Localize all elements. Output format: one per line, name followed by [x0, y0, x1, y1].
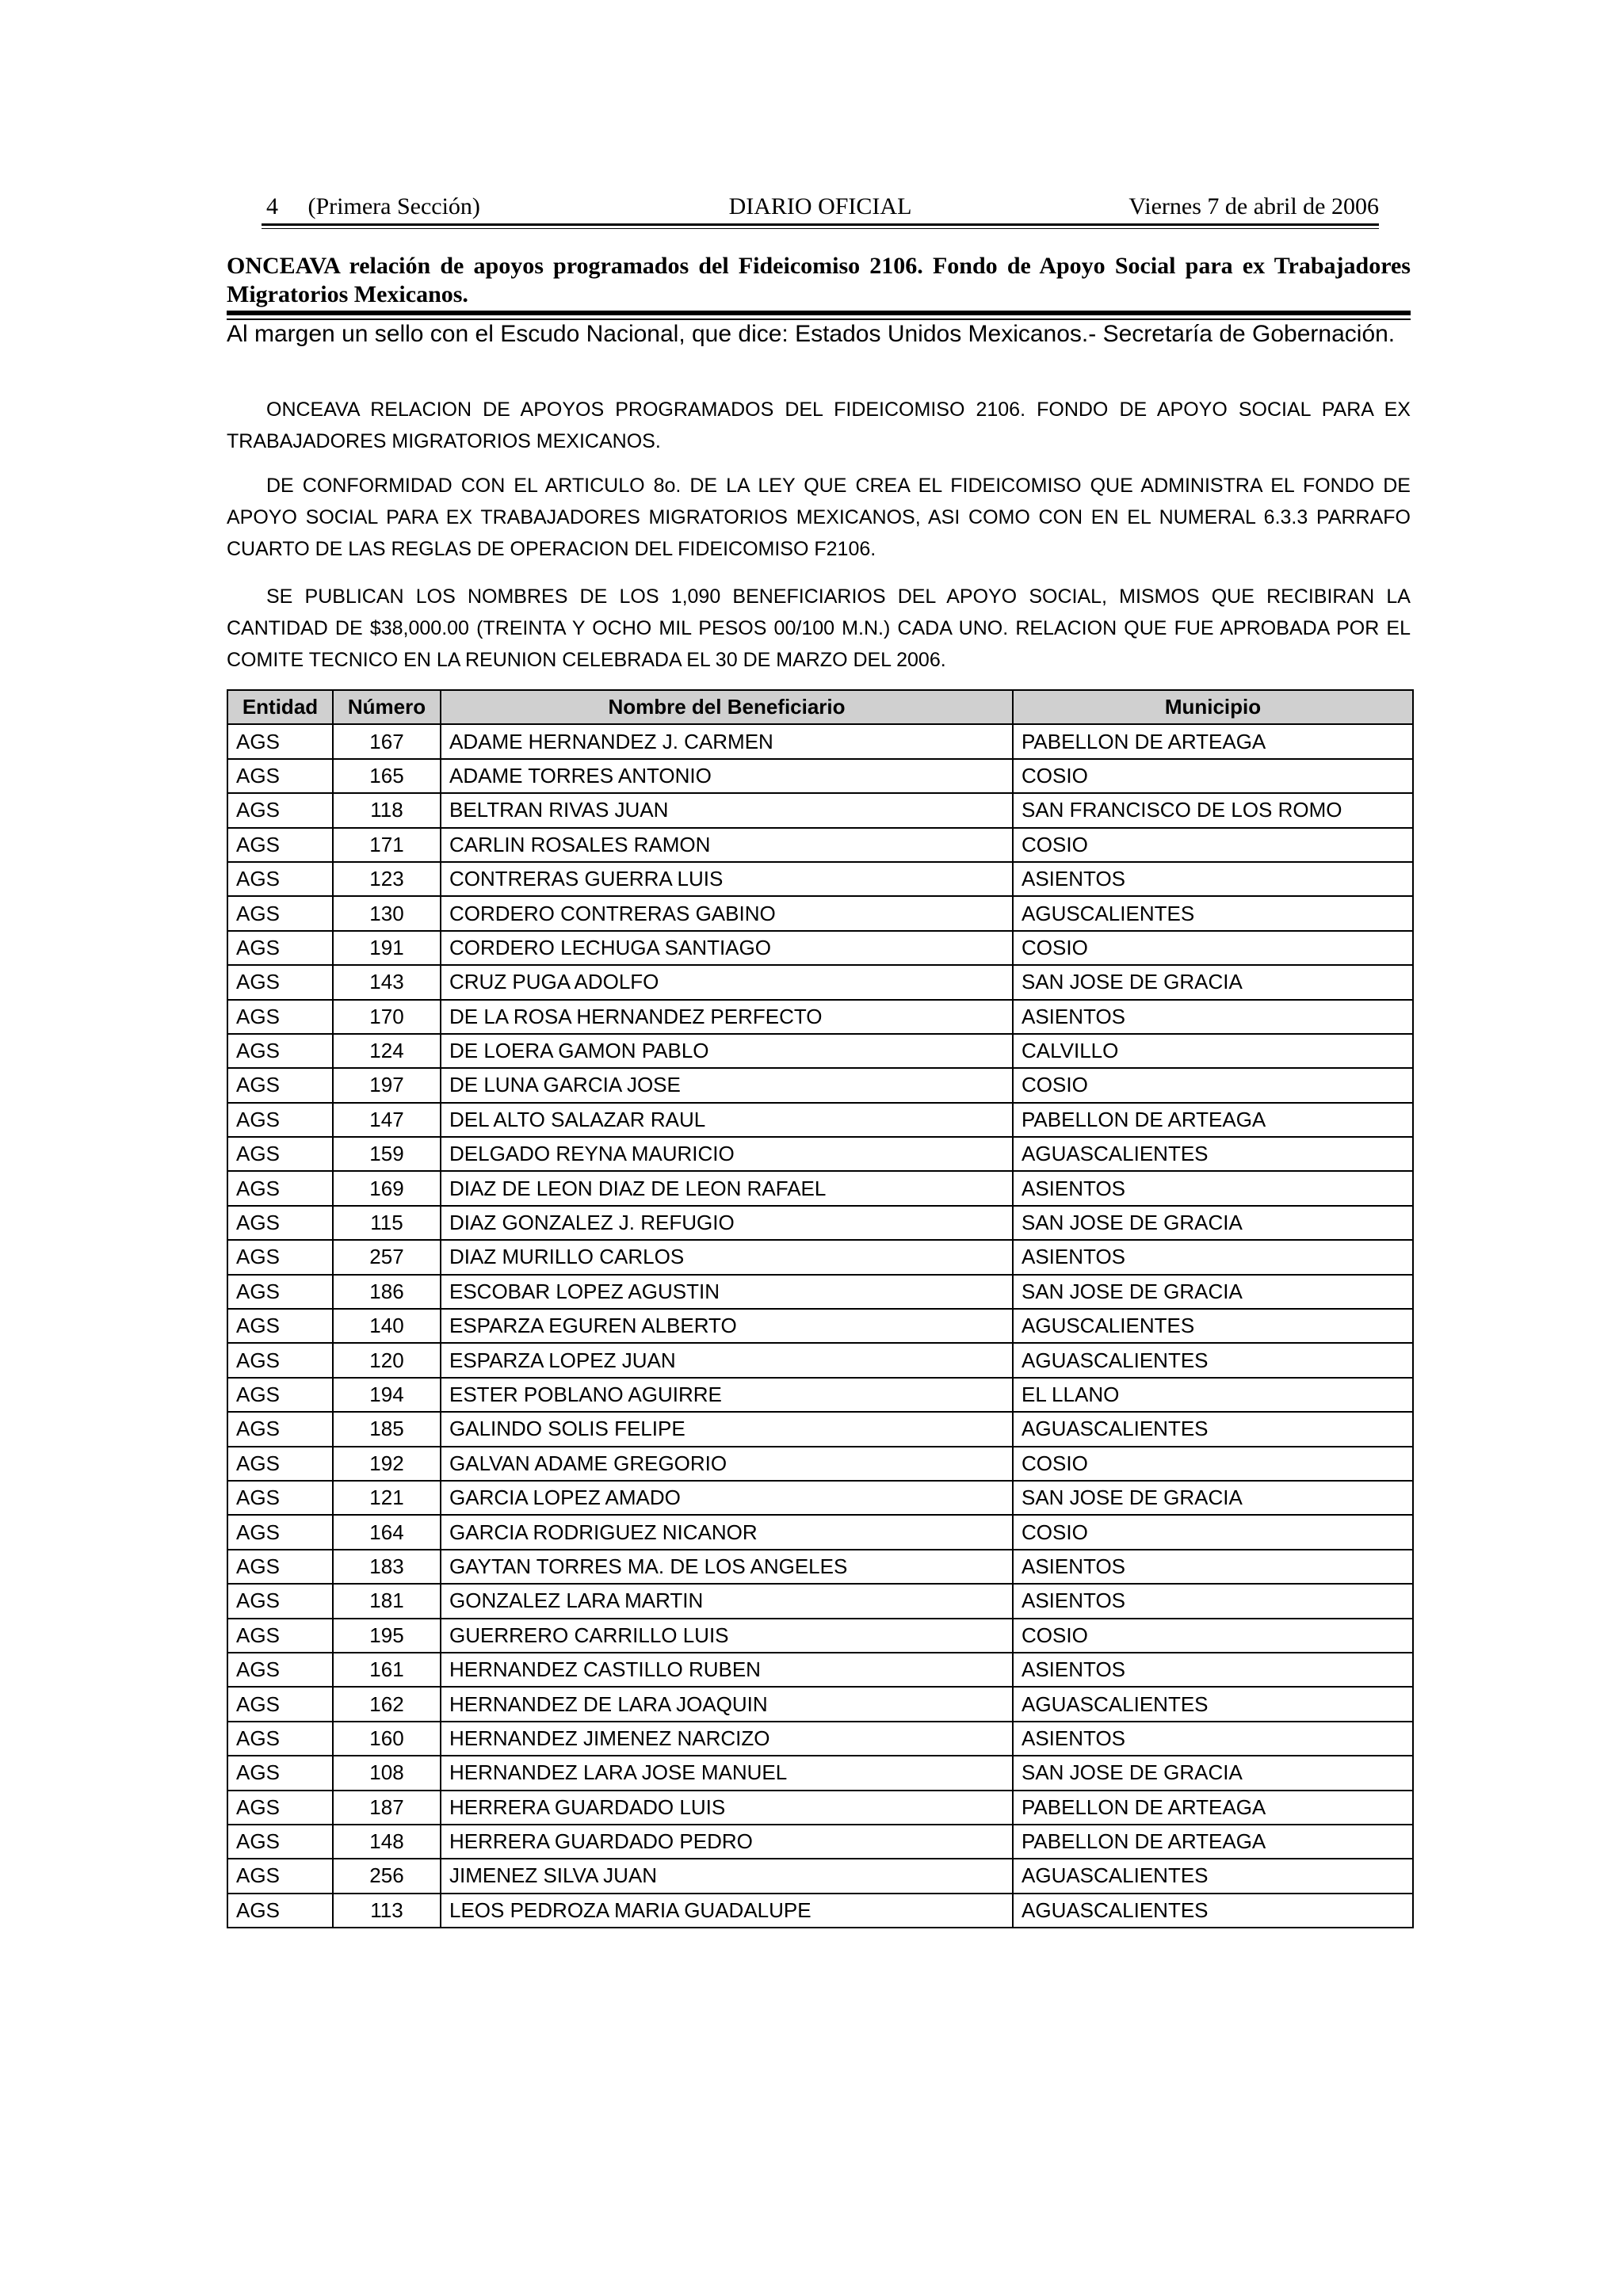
page-header	[262, 190, 1379, 227]
municipio-cell: SAN JOSE DE GRACIA	[1013, 1756, 1413, 1790]
beneficiario-cell: CORDERO CONTRERAS GABINO	[441, 896, 1013, 930]
entidad-cell: AGS	[227, 1378, 333, 1412]
municipio-cell: PABELLON DE ARTEAGA	[1013, 1791, 1413, 1825]
entidad-cell: AGS	[227, 1894, 333, 1928]
table-row	[227, 1687, 1413, 1721]
table-row	[227, 1103, 1413, 1137]
municipio-cell: ASIENTOS	[1013, 1584, 1413, 1618]
column-header: Nombre del Beneficiario	[441, 690, 1013, 724]
entidad-cell: AGS	[227, 1825, 333, 1859]
beneficiario-cell: DIAZ MURILLO CARLOS	[441, 1240, 1013, 1274]
municipio-cell: AGUSCALIENTES	[1013, 1309, 1413, 1343]
beneficiario-cell: HERNANDEZ JIMENEZ NARCIZO	[441, 1722, 1013, 1756]
municipio-cell: SAN JOSE DE GRACIA	[1013, 1275, 1413, 1309]
entidad-cell: AGS	[227, 1206, 333, 1240]
municipio-cell: PABELLON DE ARTEAGA	[1013, 1825, 1413, 1859]
numero-cell: 124	[333, 1034, 441, 1068]
municipio-cell: COSIO	[1013, 1515, 1413, 1549]
table-row	[227, 862, 1413, 896]
beneficiario-cell: LEOS PEDROZA MARIA GUADALUPE	[441, 1894, 1013, 1928]
numero-cell: 170	[333, 1000, 441, 1034]
municipio-cell: AGUASCALIENTES	[1013, 1412, 1413, 1446]
municipio-cell: COSIO	[1013, 1447, 1413, 1481]
entidad-cell: AGS	[227, 896, 333, 930]
entidad-cell: AGS	[227, 1000, 333, 1034]
column-header: Número	[333, 690, 441, 724]
municipio-cell: EL LLANO	[1013, 1378, 1413, 1412]
entidad-cell: AGS	[227, 1515, 333, 1549]
municipio-cell: SAN JOSE DE GRACIA	[1013, 1206, 1413, 1240]
beneficiario-cell: DE LA ROSA HERNANDEZ PERFECTO	[441, 1000, 1013, 1034]
table-row	[227, 1240, 1413, 1274]
newspaper-name: DIARIO OFICIAL	[728, 193, 912, 219]
numero-cell: 257	[333, 1240, 441, 1274]
table-row	[227, 1584, 1413, 1618]
municipio-cell: COSIO	[1013, 1619, 1413, 1653]
beneficiario-cell: DE LOERA GAMON PABLO	[441, 1034, 1013, 1068]
numero-cell: 123	[333, 862, 441, 896]
beneficiario-cell: ADAME TORRES ANTONIO	[441, 759, 1013, 793]
entidad-cell: AGS	[227, 1859, 333, 1893]
beneficiario-cell: GALVAN ADAME GREGORIO	[441, 1447, 1013, 1481]
entidad-cell: AGS	[227, 862, 333, 896]
beneficiario-cell: GUERRERO CARRILLO LUIS	[441, 1619, 1013, 1653]
table-row	[227, 1068, 1413, 1102]
title-rule	[227, 311, 1411, 315]
municipio-cell: ASIENTOS	[1013, 1000, 1413, 1034]
entidad-cell: AGS	[227, 1275, 333, 1309]
numero-cell: 113	[333, 1894, 441, 1928]
municipio-cell: SAN JOSE DE GRACIA	[1013, 965, 1413, 999]
municipio-cell: COSIO	[1013, 931, 1413, 965]
entidad-cell: AGS	[227, 1412, 333, 1446]
column-header: Municipio	[1013, 690, 1413, 724]
municipio-cell: COSIO	[1013, 828, 1413, 862]
table-row	[227, 793, 1413, 827]
numero-cell: 256	[333, 1859, 441, 1893]
beneficiario-cell: CARLIN ROSALES RAMON	[441, 828, 1013, 862]
table-row	[227, 1206, 1413, 1240]
numero-cell: 162	[333, 1687, 441, 1721]
municipio-cell: CALVILLO	[1013, 1034, 1413, 1068]
numero-cell: 143	[333, 965, 441, 999]
municipio-cell: AGUASCALIENTES	[1013, 1137, 1413, 1171]
table-row	[227, 1894, 1413, 1928]
table-row	[227, 1343, 1413, 1377]
paragraph-relation-title: ONCEAVA RELACION DE APOYOS PROGRAMADOS DEL FIDEICOMISO 2106. FONDO DE APOYO SOCIAL PARA EX TRABAJADORES MIGRATORIOS MEXICANOS.	[227, 399, 1411, 452]
paragraph-legal-basis: DE CONFORMIDAD CON EL ARTICULO 8o. DE LA LEY QUE CREA EL FIDEICOMISO QUE ADMINISTRA EL FONDO DE APOYO SOCIAL PARA EX TRABAJADORES MIGRATORIOS MEXICANOS, ASI COMO CON EN EL NUMERAL 6.3.3 PARRAFO CUARTO DE LAS REGLAS DE OPERACION DEL FIDEICOMISO F2106.	[227, 475, 1411, 560]
table-row	[227, 1859, 1413, 1893]
beneficiario-cell: DEL ALTO SALAZAR RAUL	[441, 1103, 1013, 1137]
entidad-cell: AGS	[227, 1687, 333, 1721]
entidad-cell: AGS	[227, 1447, 333, 1481]
beneficiario-cell: ESCOBAR LOPEZ AGUSTIN	[441, 1275, 1013, 1309]
table-row	[227, 724, 1413, 758]
table-row	[227, 1515, 1413, 1549]
table-row	[227, 1756, 1413, 1790]
numero-cell: 115	[333, 1206, 441, 1240]
document-title: ONCEAVA relación de apoyos programados del Fideicomiso 2106. Fondo de Apoyo Social para ex Trabajadores Migratorios Mexicanos.	[227, 253, 1411, 307]
municipio-cell: AGUASCALIENTES	[1013, 1343, 1413, 1377]
table-row	[227, 759, 1413, 793]
numero-cell: 130	[333, 896, 441, 930]
entidad-cell: AGS	[227, 1034, 333, 1068]
municipio-cell: COSIO	[1013, 759, 1413, 793]
table-row	[227, 965, 1413, 999]
municipio-cell: COSIO	[1013, 1068, 1413, 1102]
entidad-cell: AGS	[227, 1756, 333, 1790]
numero-cell: 197	[333, 1068, 441, 1102]
numero-cell: 192	[333, 1447, 441, 1481]
beneficiario-cell: BELTRAN RIVAS JUAN	[441, 793, 1013, 827]
beneficiario-cell: ESPARZA EGUREN ALBERTO	[441, 1309, 1013, 1343]
entidad-cell: AGS	[227, 1171, 333, 1205]
municipio-cell: SAN JOSE DE GRACIA	[1013, 1481, 1413, 1515]
numero-cell: 187	[333, 1791, 441, 1825]
municipio-cell: ASIENTOS	[1013, 1240, 1413, 1274]
numero-cell: 108	[333, 1756, 441, 1790]
entidad-cell: AGS	[227, 1584, 333, 1618]
numero-cell: 194	[333, 1378, 441, 1412]
numero-cell: 140	[333, 1309, 441, 1343]
table-row	[227, 1550, 1413, 1584]
table-row	[227, 828, 1413, 862]
municipio-cell: AGUASCALIENTES	[1013, 1687, 1413, 1721]
entidad-cell: AGS	[227, 759, 333, 793]
municipio-cell: ASIENTOS	[1013, 862, 1413, 896]
numero-cell: 120	[333, 1343, 441, 1377]
entidad-cell: AGS	[227, 828, 333, 862]
beneficiario-cell: GAYTAN TORRES MA. DE LOS ANGELES	[441, 1550, 1013, 1584]
table-row	[227, 1000, 1413, 1034]
beneficiario-cell: CORDERO LECHUGA SANTIAGO	[441, 931, 1013, 965]
municipio-cell: PABELLON DE ARTEAGA	[1013, 724, 1413, 758]
beneficiario-cell: CRUZ PUGA ADOLFO	[441, 965, 1013, 999]
beneficiario-cell: HERNANDEZ CASTILLO RUBEN	[441, 1653, 1013, 1687]
numero-cell: 169	[333, 1171, 441, 1205]
entidad-cell: AGS	[227, 1653, 333, 1687]
numero-cell: 186	[333, 1275, 441, 1309]
beneficiario-cell: GARCIA RODRIGUEZ NICANOR	[441, 1515, 1013, 1549]
municipio-cell: AGUASCALIENTES	[1013, 1859, 1413, 1893]
beneficiario-cell: ESTER POBLANO AGUIRRE	[441, 1378, 1013, 1412]
beneficiario-cell: DIAZ GONZALEZ J. REFUGIO	[441, 1206, 1013, 1240]
table-row	[227, 1791, 1413, 1825]
municipio-cell: ASIENTOS	[1013, 1722, 1413, 1756]
municipio-cell: ASIENTOS	[1013, 1171, 1413, 1205]
beneficiario-cell: HERRERA GUARDADO PEDRO	[441, 1825, 1013, 1859]
municipio-cell: AGUASCALIENTES	[1013, 1894, 1413, 1928]
numero-cell: 181	[333, 1584, 441, 1618]
municipio-cell: ASIENTOS	[1013, 1550, 1413, 1584]
numero-cell: 159	[333, 1137, 441, 1171]
beneficiario-cell: GALINDO SOLIS FELIPE	[441, 1412, 1013, 1446]
beneficiario-cell: GONZALEZ LARA MARTIN	[441, 1584, 1013, 1618]
publication-date: Viernes 7 de abril de 2006	[1128, 193, 1379, 219]
table-row	[227, 1171, 1413, 1205]
table-row	[227, 1825, 1413, 1859]
entidad-cell: AGS	[227, 1791, 333, 1825]
entidad-cell: AGS	[227, 931, 333, 965]
table-row	[227, 1653, 1413, 1687]
table-row	[227, 1275, 1413, 1309]
paragraph-publication: SE PUBLICAN LOS NOMBRES DE LOS 1,090 BENEFICIARIOS DEL APOYO SOCIAL, MISMOS QUE RECIBIRAN LA CANTIDAD DE $38,000.00 (TREINTA Y OCHO MIL PESOS 00/100 M.N.) CADA UNO. RELACION QUE FUE APROBADA POR EL COMITE TECNICO EN LA REUNION CELEBRADA EL 30 DE MARZO DEL 2006.	[227, 585, 1411, 671]
numero-cell: 161	[333, 1653, 441, 1687]
beneficiario-cell: DIAZ DE LEON DIAZ DE LEON RAFAEL	[441, 1171, 1013, 1205]
numero-cell: 165	[333, 759, 441, 793]
entidad-cell: AGS	[227, 1481, 333, 1515]
table-row	[227, 896, 1413, 930]
numero-cell: 183	[333, 1550, 441, 1584]
table-row	[227, 1309, 1413, 1343]
beneficiario-cell: HERRERA GUARDADO LUIS	[441, 1791, 1013, 1825]
numero-cell: 160	[333, 1722, 441, 1756]
entidad-cell: AGS	[227, 1550, 333, 1584]
municipio-cell: PABELLON DE ARTEAGA	[1013, 1103, 1413, 1137]
beneficiario-cell: HERNANDEZ LARA JOSE MANUEL	[441, 1756, 1013, 1790]
table-row	[227, 1034, 1413, 1068]
entidad-cell: AGS	[227, 1068, 333, 1102]
seal-note: Al margen un sello con el Escudo Nacional, que dice: Estados Unidos Mexicanos.- Secretaría de Gobernación.	[227, 321, 1396, 347]
municipio-cell: SAN FRANCISCO DE LOS ROMO	[1013, 793, 1413, 827]
beneficiario-cell: CONTRERAS GUERRA LUIS	[441, 862, 1013, 896]
table-row	[227, 931, 1413, 965]
numero-cell: 147	[333, 1103, 441, 1137]
table-row	[227, 1412, 1413, 1446]
beneficiario-cell: HERNANDEZ DE LARA JOAQUIN	[441, 1687, 1013, 1721]
numero-cell: 121	[333, 1481, 441, 1515]
header-rule	[262, 223, 1379, 226]
table-header-row	[227, 690, 1413, 724]
numero-cell: 185	[333, 1412, 441, 1446]
numero-cell: 191	[333, 931, 441, 965]
table-body	[227, 724, 1413, 1928]
entidad-cell: AGS	[227, 1722, 333, 1756]
page-section-label: 4 (Primera Sección)	[266, 193, 480, 219]
numero-cell: 195	[333, 1619, 441, 1653]
column-header: Entidad	[227, 690, 333, 724]
beneficiario-cell: ESPARZA LOPEZ JUAN	[441, 1343, 1013, 1377]
table-row	[227, 1481, 1413, 1515]
numero-cell: 118	[333, 793, 441, 827]
beneficiaries-table	[227, 689, 1414, 1928]
entidad-cell: AGS	[227, 724, 333, 758]
entidad-cell: AGS	[227, 1137, 333, 1171]
numero-cell: 148	[333, 1825, 441, 1859]
beneficiario-cell: DELGADO REYNA MAURICIO	[441, 1137, 1013, 1171]
beneficiario-cell: DE LUNA GARCIA JOSE	[441, 1068, 1013, 1102]
beneficiario-cell: GARCIA LOPEZ AMADO	[441, 1481, 1013, 1515]
table-row	[227, 1137, 1413, 1171]
entidad-cell: AGS	[227, 1103, 333, 1137]
entidad-cell: AGS	[227, 1240, 333, 1274]
table-row	[227, 1722, 1413, 1756]
entidad-cell: AGS	[227, 1619, 333, 1653]
numero-cell: 164	[333, 1515, 441, 1549]
numero-cell: 171	[333, 828, 441, 862]
header-rule-thin	[262, 228, 1379, 229]
entidad-cell: AGS	[227, 1309, 333, 1343]
entidad-cell: AGS	[227, 1343, 333, 1377]
table-row	[227, 1378, 1413, 1412]
entidad-cell: AGS	[227, 793, 333, 827]
beneficiario-cell: JIMENEZ SILVA JUAN	[441, 1859, 1013, 1893]
beneficiario-cell: ADAME HERNANDEZ J. CARMEN	[441, 724, 1013, 758]
municipio-cell: ASIENTOS	[1013, 1653, 1413, 1687]
numero-cell: 167	[333, 724, 441, 758]
table-row	[227, 1447, 1413, 1481]
municipio-cell: AGUSCALIENTES	[1013, 896, 1413, 930]
entidad-cell: AGS	[227, 965, 333, 999]
table-row	[227, 1619, 1413, 1653]
